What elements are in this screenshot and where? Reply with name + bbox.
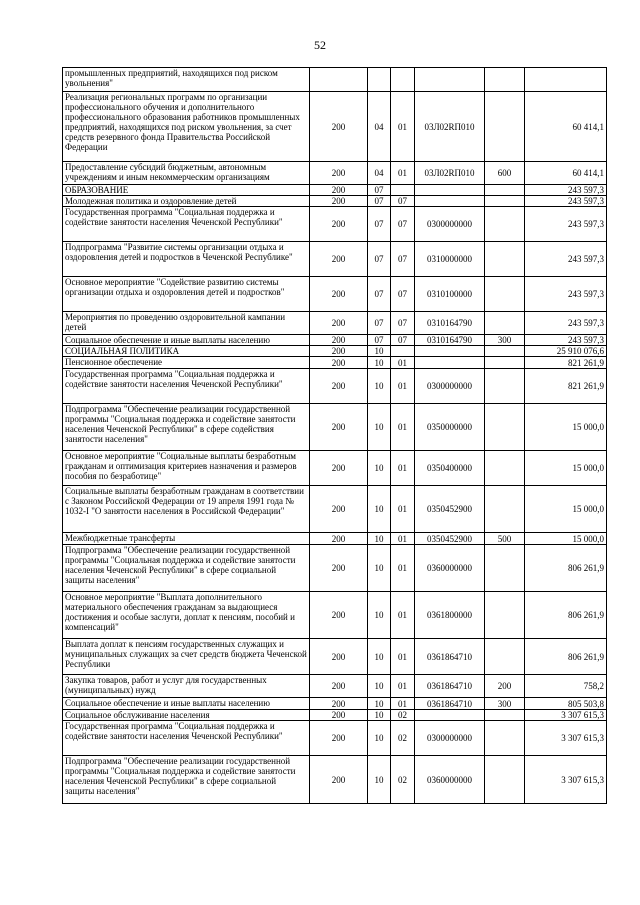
- cell-name: Подпрограмма "Обеспечение реализации государственной программы "Социальная поддержка и содействие занятости населения Чеченской Республики" в сфере содействия занятости населения": [63, 404, 310, 451]
- cell-name: Государственная программа "Социальная поддержка и содействие занятости населения Чеченской Республики": [63, 369, 310, 404]
- cell-target-article: 0361864710: [415, 639, 485, 675]
- cell-section: 10: [368, 592, 391, 639]
- cell-expense-type: [485, 68, 525, 92]
- cell-grbs: 200: [310, 92, 368, 162]
- page-number: 52: [314, 38, 326, 52]
- cell-grbs: 200: [310, 277, 368, 312]
- cell-name: Основное мероприятие "Содействие развитию системы организации отдыха и оздоровления детей и подростков": [63, 277, 310, 312]
- table-row: [63, 721, 607, 756]
- cell-name: Социальное обслуживание населения: [63, 710, 310, 721]
- cell-target-article: 0360000000: [415, 545, 485, 592]
- cell-expense-type: [485, 756, 525, 804]
- cell-target-article: 0300000000: [415, 721, 485, 756]
- cell-section: 10: [368, 545, 391, 592]
- cell-subsection: [391, 68, 415, 92]
- table-row: [63, 346, 607, 357]
- cell-name: Социальное обеспечение и иные выплаты населению: [63, 335, 310, 346]
- cell-section: 07: [368, 312, 391, 335]
- cell-amount: 15 000,0: [525, 451, 607, 486]
- cell-target-article: 0361800000: [415, 592, 485, 639]
- cell-amount: 758,2: [525, 675, 607, 698]
- cell-expense-type: [485, 196, 525, 207]
- cell-expense-type: 300: [485, 335, 525, 346]
- cell-grbs: 200: [310, 486, 368, 533]
- cell-name: Основное мероприятие "Выплата дополнительного материального обеспечения гражданам за выдающиеся достижения и особые заслуги, доплат к пенсиям, пособий и компенсаций": [63, 592, 310, 639]
- cell-amount: 15 000,0: [525, 533, 607, 545]
- cell-expense-type: [485, 592, 525, 639]
- cell-section: 10: [368, 404, 391, 451]
- cell-grbs: 200: [310, 196, 368, 207]
- cell-expense-type: [485, 277, 525, 312]
- table-row: [63, 710, 607, 721]
- cell-amount: 243 597,3: [525, 242, 607, 277]
- cell-name: Основное мероприятие "Социальные выплаты безработным гражданам и оптимизация критериев назначения и размеров пособия по безработице": [63, 451, 310, 486]
- cell-amount: 243 597,3: [525, 207, 607, 242]
- cell-target-article: [415, 185, 485, 196]
- cell-amount: 60 414,1: [525, 92, 607, 162]
- table-row: [63, 592, 607, 639]
- cell-subsection: 02: [391, 756, 415, 804]
- cell-amount: 3 307 615,3: [525, 710, 607, 721]
- cell-amount: 15 000,0: [525, 404, 607, 451]
- cell-subsection: 01: [391, 162, 415, 185]
- cell-subsection: 01: [391, 675, 415, 698]
- cell-target-article: 0310164790: [415, 312, 485, 335]
- cell-name: промышленных предприятий, находящихся под риском увольнения": [63, 68, 310, 92]
- cell-section: [368, 68, 391, 92]
- cell-subsection: [391, 346, 415, 357]
- cell-expense-type: 600: [485, 162, 525, 185]
- cell-name: Закупка товаров, работ и услуг для государственных (муниципальных) нужд: [63, 675, 310, 698]
- cell-expense-type: 300: [485, 698, 525, 710]
- cell-target-article: 0300000000: [415, 369, 485, 404]
- table-row: [63, 756, 607, 804]
- table-row: [63, 196, 607, 207]
- table-row: [63, 335, 607, 346]
- cell-section: 04: [368, 162, 391, 185]
- cell-subsection: 01: [391, 639, 415, 675]
- cell-target-article: [415, 196, 485, 207]
- table-row: [63, 92, 607, 162]
- cell-amount: 243 597,3: [525, 185, 607, 196]
- cell-expense-type: [485, 545, 525, 592]
- table-row: [63, 639, 607, 675]
- cell-grbs: 200: [310, 592, 368, 639]
- cell-expense-type: [485, 207, 525, 242]
- cell-amount: 805 503,8: [525, 698, 607, 710]
- cell-subsection: 01: [391, 451, 415, 486]
- cell-name: Выплата доплат к пенсиям государственных служащих и муниципальных служащих за счет средств бюджета Чеченской Республики: [63, 639, 310, 675]
- cell-target-article: 0300000000: [415, 207, 485, 242]
- cell-section: 10: [368, 369, 391, 404]
- cell-section: 10: [368, 639, 391, 675]
- cell-name: Мероприятия по проведению оздоровительной кампании детей: [63, 312, 310, 335]
- cell-amount: 243 597,3: [525, 196, 607, 207]
- cell-amount: 3 307 615,3: [525, 721, 607, 756]
- cell-section: 07: [368, 196, 391, 207]
- cell-grbs: 200: [310, 357, 368, 369]
- cell-expense-type: [485, 312, 525, 335]
- cell-section: 10: [368, 710, 391, 721]
- cell-amount: 806 261,9: [525, 545, 607, 592]
- cell-subsection: 02: [391, 721, 415, 756]
- table-body: [63, 68, 607, 804]
- cell-amount: 806 261,9: [525, 639, 607, 675]
- cell-expense-type: [485, 346, 525, 357]
- cell-grbs: 200: [310, 675, 368, 698]
- table-row: [63, 404, 607, 451]
- cell-name: Межбюджетные трансферты: [63, 533, 310, 545]
- cell-section: 10: [368, 451, 391, 486]
- cell-expense-type: [485, 242, 525, 277]
- table-row: [63, 698, 607, 710]
- table-row: [63, 162, 607, 185]
- cell-grbs: 200: [310, 451, 368, 486]
- cell-grbs: 200: [310, 346, 368, 357]
- cell-section: 07: [368, 207, 391, 242]
- table-row: [63, 185, 607, 196]
- cell-amount: 821 261,9: [525, 369, 607, 404]
- cell-expense-type: [485, 369, 525, 404]
- cell-section: 10: [368, 346, 391, 357]
- cell-expense-type: [485, 92, 525, 162]
- cell-subsection: 07: [391, 312, 415, 335]
- cell-amount: 243 597,3: [525, 335, 607, 346]
- cell-subsection: 02: [391, 710, 415, 721]
- cell-section: 10: [368, 533, 391, 545]
- cell-section: 07: [368, 277, 391, 312]
- cell-amount: 3 307 615,3: [525, 756, 607, 804]
- cell-target-article: 03Л02RП010: [415, 162, 485, 185]
- cell-subsection: 01: [391, 533, 415, 545]
- table-row: [63, 675, 607, 698]
- cell-name: Предоставление субсидий бюджетным, автономным учреждениям и иным некоммерческим организациям: [63, 162, 310, 185]
- cell-target-article: 0361864710: [415, 675, 485, 698]
- cell-subsection: 01: [391, 92, 415, 162]
- cell-target-article: [415, 346, 485, 357]
- cell-grbs: 200: [310, 698, 368, 710]
- cell-subsection: [391, 185, 415, 196]
- cell-target-article: 0360000000: [415, 756, 485, 804]
- cell-grbs: 200: [310, 533, 368, 545]
- cell-section: 10: [368, 486, 391, 533]
- cell-section: 07: [368, 242, 391, 277]
- cell-target-article: 0350452900: [415, 533, 485, 545]
- cell-amount: 60 414,1: [525, 162, 607, 185]
- cell-name: Социальное обеспечение и иные выплаты населению: [63, 698, 310, 710]
- cell-amount: 15 000,0: [525, 486, 607, 533]
- cell-expense-type: [485, 721, 525, 756]
- cell-name: Пенсионное обеспечение: [63, 357, 310, 369]
- cell-name: СОЦИАЛЬНАЯ ПОЛИТИКА: [63, 346, 310, 357]
- cell-name: Государственная программа "Социальная поддержка и содействие занятости населения Чеченской Республики": [63, 721, 310, 756]
- cell-target-article: 0350452900: [415, 486, 485, 533]
- table-row: [63, 207, 607, 242]
- cell-name: Социальные выплаты безработным гражданам в соответствии с Законом Российской Федерации от 19 апреля 1991 года № 1032-I "О занятости населения в Российской Федерации": [63, 486, 310, 533]
- cell-subsection: 01: [391, 698, 415, 710]
- cell-grbs: 200: [310, 185, 368, 196]
- cell-amount: 243 597,3: [525, 277, 607, 312]
- cell-amount: 821 261,9: [525, 357, 607, 369]
- cell-name: ОБРАЗОВАНИЕ: [63, 185, 310, 196]
- cell-amount: 25 910 076,6: [525, 346, 607, 357]
- cell-grbs: 200: [310, 242, 368, 277]
- budget-table: [62, 67, 607, 804]
- cell-name: Подпрограмма "Обеспечение реализации государственной программы "Социальная поддержка и содействие занятости населения Чеченской Республики" в сфере социальной защиты населения": [63, 545, 310, 592]
- cell-subsection: 01: [391, 592, 415, 639]
- cell-name: Реализация региональных программ по организации профессионального обучения и дополнительного профессионального образования работников промышленных предприятий, находящихся под риском увольнения, за счет средств резервного фонда Правительства Российской Федерации: [63, 92, 310, 162]
- table-row: [63, 68, 607, 92]
- cell-amount: 806 261,9: [525, 592, 607, 639]
- table-row: [63, 242, 607, 277]
- cell-grbs: 200: [310, 721, 368, 756]
- cell-target-article: 0350000000: [415, 404, 485, 451]
- cell-target-article: 0350400000: [415, 451, 485, 486]
- cell-grbs: 200: [310, 207, 368, 242]
- cell-grbs: 200: [310, 335, 368, 346]
- cell-section: 10: [368, 357, 391, 369]
- cell-expense-type: [485, 639, 525, 675]
- cell-amount: 243 597,3: [525, 312, 607, 335]
- cell-expense-type: [485, 404, 525, 451]
- cell-expense-type: [485, 451, 525, 486]
- cell-subsection: 07: [391, 242, 415, 277]
- cell-grbs: 200: [310, 312, 368, 335]
- cell-target-article: [415, 710, 485, 721]
- cell-section: 07: [368, 185, 391, 196]
- cell-expense-type: 500: [485, 533, 525, 545]
- table-row: [63, 545, 607, 592]
- cell-expense-type: [485, 710, 525, 721]
- cell-name: Подпрограмма "Обеспечение реализации государственной программы "Социальная поддержка и содействие занятости населения Чеченской Республики" в сфере социальной защиты населения": [63, 756, 310, 804]
- cell-subsection: 07: [391, 277, 415, 312]
- cell-grbs: 200: [310, 756, 368, 804]
- cell-target-article: 0310100000: [415, 277, 485, 312]
- cell-subsection: 07: [391, 207, 415, 242]
- cell-subsection: 01: [391, 486, 415, 533]
- cell-subsection: 01: [391, 369, 415, 404]
- cell-section: 10: [368, 756, 391, 804]
- cell-grbs: 200: [310, 710, 368, 721]
- cell-target-article: 0310164790: [415, 335, 485, 346]
- cell-target-article: 03Л02RП010: [415, 92, 485, 162]
- cell-grbs: 200: [310, 162, 368, 185]
- cell-section: 04: [368, 92, 391, 162]
- cell-subsection: 01: [391, 357, 415, 369]
- cell-expense-type: [485, 486, 525, 533]
- cell-grbs: 200: [310, 545, 368, 592]
- cell-section: 10: [368, 675, 391, 698]
- cell-name: Государственная программа "Социальная поддержка и содействие занятости населения Чеченской Республики": [63, 207, 310, 242]
- table-row: [63, 277, 607, 312]
- cell-subsection: 01: [391, 404, 415, 451]
- cell-name: Молодежная политика и оздоровление детей: [63, 196, 310, 207]
- table-row: [63, 357, 607, 369]
- cell-target-article: 0310000000: [415, 242, 485, 277]
- cell-target-article: [415, 68, 485, 92]
- cell-expense-type: 200: [485, 675, 525, 698]
- table-row: [63, 486, 607, 533]
- cell-expense-type: [485, 357, 525, 369]
- cell-target-article: [415, 357, 485, 369]
- cell-grbs: 200: [310, 369, 368, 404]
- cell-grbs: [310, 68, 368, 92]
- cell-subsection: 01: [391, 545, 415, 592]
- cell-grbs: 200: [310, 639, 368, 675]
- cell-amount: [525, 68, 607, 92]
- cell-expense-type: [485, 185, 525, 196]
- cell-name: Подпрограмма "Развитие системы организации отдыха и оздоровления детей и подростков в Чеченской Республике": [63, 242, 310, 277]
- cell-grbs: 200: [310, 404, 368, 451]
- cell-subsection: 07: [391, 335, 415, 346]
- cell-subsection: 07: [391, 196, 415, 207]
- table-row: [63, 312, 607, 335]
- cell-section: 07: [368, 335, 391, 346]
- cell-section: 10: [368, 721, 391, 756]
- cell-section: 10: [368, 698, 391, 710]
- cell-target-article: 0361864710: [415, 698, 485, 710]
- table-row: [63, 533, 607, 545]
- table-row: [63, 451, 607, 486]
- table-row: [63, 369, 607, 404]
